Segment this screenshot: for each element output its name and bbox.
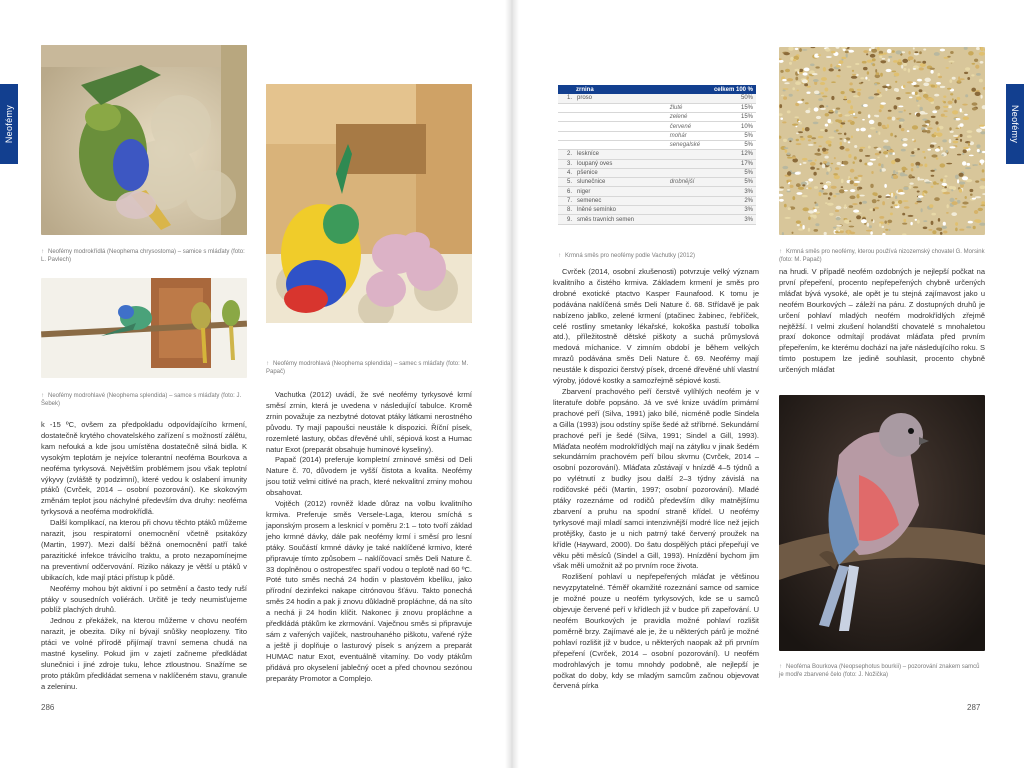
row-number: 6. [558, 187, 574, 196]
row-number [558, 103, 574, 112]
left-column-2 [266, 390, 472, 698]
row-number [558, 131, 574, 140]
row-variety [642, 187, 708, 196]
table-row [558, 94, 756, 103]
right-column-1 [553, 267, 759, 698]
row-percent: 5% [708, 140, 756, 149]
row-grain [574, 140, 642, 149]
row-variety [642, 150, 708, 159]
row-number: 1. [558, 94, 574, 103]
row-variety [642, 168, 708, 177]
row-number: 2. [558, 150, 574, 159]
row-percent: 12% [708, 150, 756, 159]
row-percent: 5% [708, 168, 756, 177]
row-variety: senegalské [642, 140, 708, 149]
caption-photo2: ↑ Neofémy modrohlavá (Neophema splendida) – samec s mláďaty (foto: M. Papač) [266, 361, 469, 375]
row-percent: 15% [708, 113, 756, 122]
row-percent: 15% [708, 103, 756, 112]
row-number: 7. [558, 196, 574, 205]
caption-table: ↑ Krmná směs pro neofémy podle Vachutky (2012) [558, 253, 695, 259]
row-variety [642, 94, 708, 103]
row-grain: leskníce [574, 150, 642, 159]
row-grain: semenec [574, 196, 642, 205]
table-row [558, 215, 756, 224]
row-variety [642, 206, 708, 215]
paragraph: Zbarvení prachového peří čerstvě vylíhlých neofém je v literatuře dobře popsáno. Já ve své knize uvádím primární prachové peří (Silva, 1991) jako bílé, nicméně podle Sindela a Gilla (1993) jsou odstíny spíše šedé až stříbrné. Sekundární prachové peří je šedé (Silva, 1991; Sindel a Gill, 1993). Mláďata neofém modrokřídlých mají na zátylku v jinak šedém sekundárním prachovém peří bílou skvrnu (Cvrček, 2014 – osobní pozorování). Mláďata zůstávají v hnízdě 4–5 týdnů a po vylétnutí z budky jsou další 2–3 týdny závislá na rodičovské péči (Martin, 1997; osobní pozorování). Mladé ptáky rozeznáme od rodičů především díky matnějšímu zbarvení a pruhu na spodní straně křídel. U neofémy tyrkysové mají mladí samci intenzivnější modré líce než jejich protějšky, často je u nich patrný také červený proužek na křídle (Hayward, 2000). Do šatu dospělých ptáci přepeřují ve věku pěti měsíců (Sindel a Gill, 1993). Hnízdění bychom jim však měli umožnit až po prvním roce života. [553, 386, 759, 571]
left-column-1 [41, 420, 247, 698]
table-row [558, 150, 756, 159]
row-percent: 3% [708, 215, 756, 224]
table-header-grain: zrnina [558, 85, 642, 94]
row-grain: lněné semínko [574, 206, 642, 215]
row-number: 9. [558, 215, 574, 224]
page-number-left: 286 [41, 703, 55, 712]
table-row [558, 206, 756, 215]
table-row [558, 178, 756, 187]
row-variety [642, 215, 708, 224]
row-variety: červené [642, 122, 708, 131]
row-percent: 10% [708, 122, 756, 131]
paragraph: Jednou z překážek, na kterou můžeme v chovu neofém narazit, je obezita. Díky ní bývají snůšky neoplozeny. Tito ptáci ve volné přírodě přijímají travní semena chudá na mastné kyseliny. Pokud jim v zajetí začneme předkládat slunečnici i jiné zdroje tuku, lehce ztloustnou. Snažíme se proto ptákům předkládat semena v naklíčeném stavu, granule a zeleninu. [41, 616, 247, 691]
row-number: 3. [558, 159, 574, 168]
paragraph: Papač (2014) preferuje kompletní zrninové směsi od Deli Nature č. 70, důvodem je vyšší čistota a kvalita. Neofémy jsou totiž velmi citlivé na prach, které nekvalitní zrniny mohou obsahovat. [266, 455, 472, 498]
photo-bourke-parrot [779, 395, 985, 651]
row-percent: 17% [708, 159, 756, 168]
row-grain: proso [574, 94, 642, 103]
row-percent: 3% [708, 187, 756, 196]
section-tab-right: Neofémy [1006, 84, 1024, 164]
table-row [558, 168, 756, 177]
row-grain [574, 122, 642, 131]
paragraph: Neofémy mohou být aktivní i po setmění a často tedy ruší ptáky v sousedních voliérách. Určitě je tedy neumisťujeme poblíž plachých druhů. [41, 583, 247, 615]
row-number: 5. [558, 178, 574, 187]
section-tab-left: Neofémy [0, 84, 18, 164]
row-number [558, 113, 574, 122]
row-variety: mohár [642, 131, 708, 140]
paragraph: Vojtěch (2012) rovněž klade důraz na volbu kvalitního krmiva. Preferuje směs Versele-Laga, kterou smíchá s japonským prosem a lesknicí v poměru 2:1 – toto tvoří základ jeho krmné dávky, dále pak neofémy krmí i směsí pro lesní ptáky. Součástí krmné dávky je také naklíčené krmivo, které připravuje tímto způsobem – naklíčovací směs Deli Nature č. 33 doplněnou o ostropestřec spaří vodou o teplotě nad 60 ºC. Poté tuto směs nechá 24 hodin v plastovém kbelíku, jako přírodní dezinfekci nakape citrónovou šťávu. Takto ponechá směs 24 hodin a pak ji znovu důkladně propláchne, dá na síto a nechá ji 24 hodin klíčit. Nakonec ji znovu propláchne a předkládá ptákům ke zkrmování. Vaječnou směs si připravuje sám z vařených vajíček, nastrouhaného piškotu, vařené rýže a ještě ji doplňuje o lasturový písek s anýzem a preparát HUMAC natur Exot, eventuálně vitamíny. Do vody ptákům přidává pro okyselení jablečný ocet a před chovnou sezónou preparáty Promotor a Complejo. [266, 499, 472, 683]
photo-seed-mix [779, 47, 985, 235]
row-number: 4. [558, 168, 574, 177]
table-row [558, 159, 756, 168]
row-grain: směs travních semen [574, 215, 642, 224]
book-gutter [505, 0, 519, 768]
row-grain [574, 131, 642, 140]
row-percent: 3% [708, 206, 756, 215]
caption-photo3: ↑ Neofémy modrohlavé (Neophema splendida) – samce s mláďaty (foto: J. Šebek) [41, 393, 242, 407]
row-percent: 2% [708, 196, 756, 205]
row-grain: niger [574, 187, 642, 196]
table-row [558, 122, 756, 131]
paragraph: Cvrček (2014, osobní zkušenosti) potvrzuje velký význam kvalitního a čistého krmiva. Základem krmení je směs pro drobné exotické ptactvo Kasper Faunafood. K tomu je podávána naklíčená směs Deli Nature č. 68. Střídavě je pak nabízeno jablko, zelené krmení (ptačinec žabinec, řebříček, celé rostliny smetanky lékařské, kokoška pastuší tobolka atd.), příležitostně dětské piškoty a suchá průmyslová medová míchanice. V zimním období je během velkých mrazů podávána směs Deli Nature č. 69. Neofémy mají neustále k dispozici čerstvý písek, drcené dřevěné uhlí vlastní výroby, jódové kostky a samozřejmě sépiové kosti. [553, 267, 759, 386]
caption-seeds: ↑ Krmná směs pro neofémy, kterou používá nizozemský chovatel G. Morsink (foto: M. Papač) [779, 249, 985, 263]
paragraph: k -15 ºC, ovšem za předpokladu odpovídajícího krmení, dostatečně krytého chovatelského zařízení s možností zálětu, kam nefouká a kde jsou umístěna dostatečně silná bidla. K vysokým teplotám je nejvíce tolerantní neoféma Bourkova a neoféma tyrkysová. Největším problémem jsou však teplotní výkyvy (zvláště ty podzimní), které vedou k oslabení imunity ptáků (Cvrček, 2014 – osobní pozorování). Ke skokovým změnám teplot jsou náchylné především dva druhy: neoféma tyrkysová a neoféma modrokřídlá. [41, 420, 247, 517]
row-number [558, 140, 574, 149]
table-row [558, 103, 756, 112]
table-row [558, 131, 756, 140]
row-variety: žluté [642, 103, 708, 112]
table-row [558, 187, 756, 196]
paragraph: Další komplikací, na kterou při chovu těchto ptáků můžeme narazit, jsou respiratorní onemocnění včetně psitakózy (Martin, 1997). Mezi další běžná onemocnění patří také parazitické infekce trávicího traktu, a proto nezapomínejme na preventivní odčervování. Riziko nákazy je větší u ptáků v ubikacích, kde mají ptáci přístup k půdě. [41, 518, 247, 582]
photo-parrots-perch [41, 278, 247, 378]
caption-photo1: ↑ Neofémy modrokřídlá (Neophema chrysostoma) – samice s mláďaty (foto: L. Pavlech) [41, 249, 245, 263]
row-percent: 5% [708, 131, 756, 140]
photo-parrot-nest-box [41, 45, 247, 235]
row-grain: slunečnice [574, 178, 642, 187]
page-number-right: 287 [967, 703, 981, 712]
table-row [558, 140, 756, 149]
table-row [558, 196, 756, 205]
row-percent: 50% [708, 94, 756, 103]
paragraph: na hrudi. V případě neofém ozdobných je nejlepší počkat na první přepeření, procento nepřepeřených chybně určených mláďat bývá vysoké, ale opět je tu stejná zajímavost jako u neofém Bourkových – záleží na páru. Z dostupných druhů je určení pohlaví mladých neofém modrokřídlých zřejmě nejtěžší. I velmi zkušení holandští chovatelé s mnohaletou praxí dokonce odmítají prodávat mláďata před prvním přepeřením, ke kterému dochází na jaře následujícího roku. S tímto postupem lze jedině souhlasit, procento chybně určených mláďat [779, 267, 985, 375]
row-number: 8. [558, 206, 574, 215]
right-column-2 [779, 267, 985, 392]
photo-parrot-chicks [266, 84, 472, 323]
table-header-total: celkem 100 % [708, 85, 756, 94]
row-variety [642, 196, 708, 205]
row-variety: zelené [642, 113, 708, 122]
row-grain [574, 103, 642, 112]
row-grain: loupaný oves [574, 159, 642, 168]
table-row [558, 113, 756, 122]
row-grain: pšenice [574, 168, 642, 177]
table-header-row [558, 85, 756, 94]
paragraph: Rozlišení pohlaví u nepřepeřených mláďat je většinou nevyzpytatelné. Téměř okamžité rozeznání samce od samice je možné pouze u neofém tyrkysových, kde se u samců objevuje červené peří v křídlech již v budce při zapeřování. U neofém Bourkových je pravidla možné pohlaví rozlišit poměrně brzy. Zajímavé ale je, že u některých párů je možné pohlaví rozlišit již v budce, u některých naopak až při prvním přepeření (Cvrček, 2014 – osobní pozorování). U neofém modrohlavých je tomu mnohdy podobně, ale nejlepší je počkat do doby, kdy se mladým samcům začnou objevovat červená pírka [553, 572, 759, 691]
row-number [558, 122, 574, 131]
row-percent: 5% [708, 178, 756, 187]
paragraph: Vachutka (2012) uvádí, že své neofémy tyrkysové krmí směsí zrnin, která je uvedena v následující tabulce. Kromě zrnin považuje za nezbytné dotovat ptáky látkami nerostného původu. Ty mají papoušci neustále k dispozici. Říční písek, rozemleté lastury, občas dřevěné uhlí, sépiová kost a Humac natur Exot (preparát obsahuje huminové kyseliny). [266, 390, 472, 454]
row-variety [642, 159, 708, 168]
feed-mix-table [558, 85, 756, 225]
row-grain [574, 113, 642, 122]
caption-bourke: ↑ Neoféma Bourkova (Neopsephotus bourkii) – pozorování znakem samců je modře zbarvené čelo (foto: J. Nožička) [779, 664, 980, 678]
row-variety: drobnější [642, 178, 708, 187]
